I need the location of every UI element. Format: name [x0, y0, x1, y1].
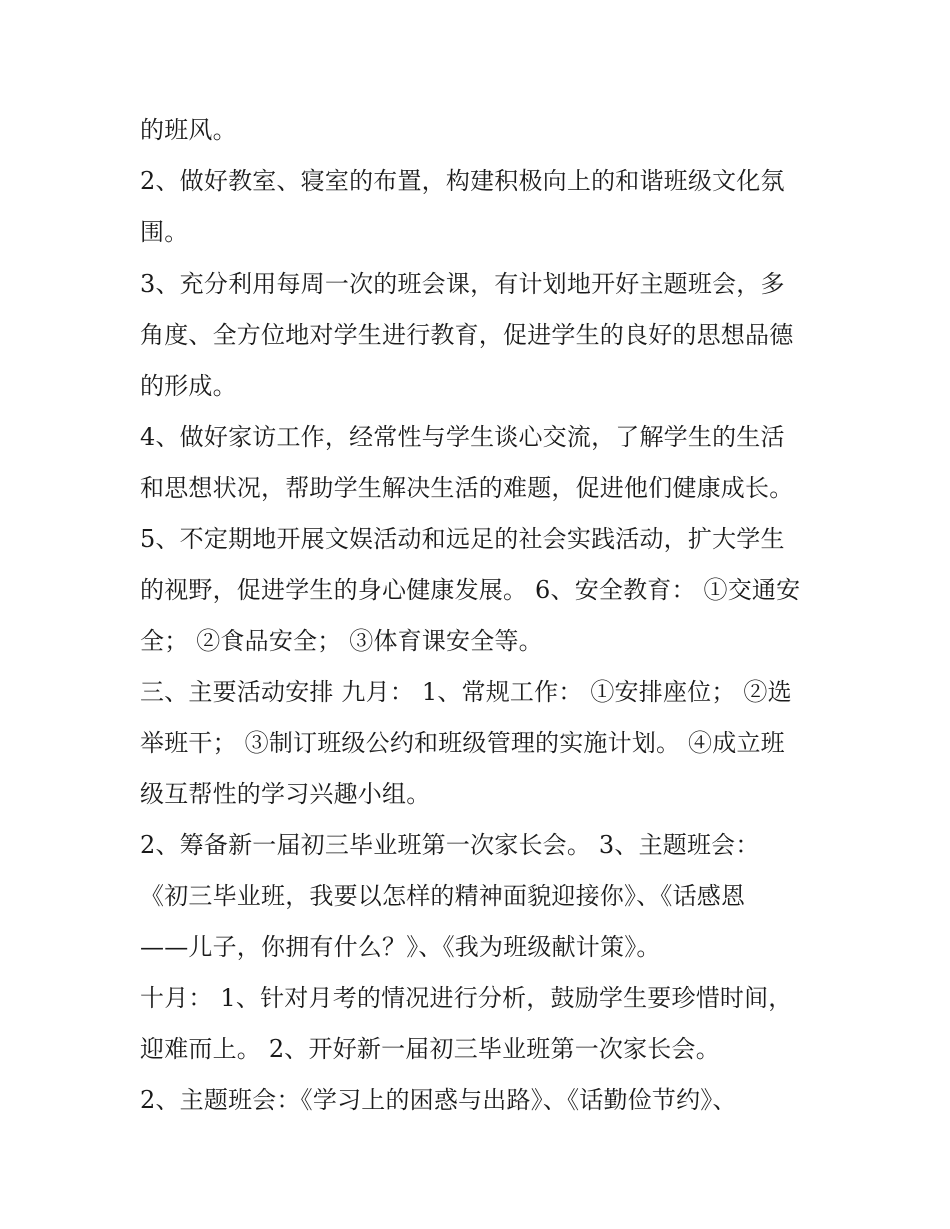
text-line: 《初三毕业班，我要以怎样的精神面貌迎接你》、《话感恩 [140, 882, 746, 910]
text-line: 围。 [140, 218, 189, 246]
text-line: 和思想状况，帮助学生解决生活的难题，促进他们健康成长。 [140, 474, 794, 502]
text-line: 级互帮性的学习兴趣小组。 [140, 780, 431, 808]
text-line: 2、做好教室、寝室的布置，构建积极向上的和谐班级文化氛 [140, 167, 785, 195]
text-line: 5、不定期地开展文娱活动和远足的社会实践活动，扩大学生 [140, 525, 785, 553]
text-line: 的形成。 [140, 372, 237, 400]
text-line: 2、主题班会：《学习上的困惑与出路》、《话勤俭节约》、 [140, 1086, 737, 1114]
text-line: 全； ②食品安全； ③体育课安全等。 [140, 627, 543, 655]
text-line: 十月： 1、针对月考的情况进行分析，鼓励学生要珍惜时间， [140, 984, 793, 1012]
text-line: 的视野，促进学生的身心健康发展。 6、安全教育： ①交通安 [140, 576, 801, 604]
text-line: 迎难而上。 2、开好新一届初三毕业班第一次家长会。 [140, 1035, 720, 1063]
text-line: 的班风。 [140, 116, 237, 144]
text-line: 3、充分利用每周一次的班会课，有计划地开好主题班会，多 [140, 270, 785, 298]
text-line: 三、主要活动安排 九月： 1、常规工作： ①安排座位； ②选 [140, 678, 792, 706]
text-line: 角度、全方位地对学生进行教育，促进学生的良好的思想品德 [140, 321, 794, 349]
text-line: ——儿子，你拥有什么？》、《我为班级献计策》。 [140, 933, 661, 961]
text-line: 2、筹备新一届初三毕业班第一次家长会。 3、主题班会： [140, 831, 760, 859]
text-line: 4、做好家访工作，经常性与学生谈心交流，了解学生的生活 [140, 423, 785, 451]
text-line: 举班干； ③制订班级公约和班级管理的实施计划。 ④成立班 [140, 729, 785, 757]
